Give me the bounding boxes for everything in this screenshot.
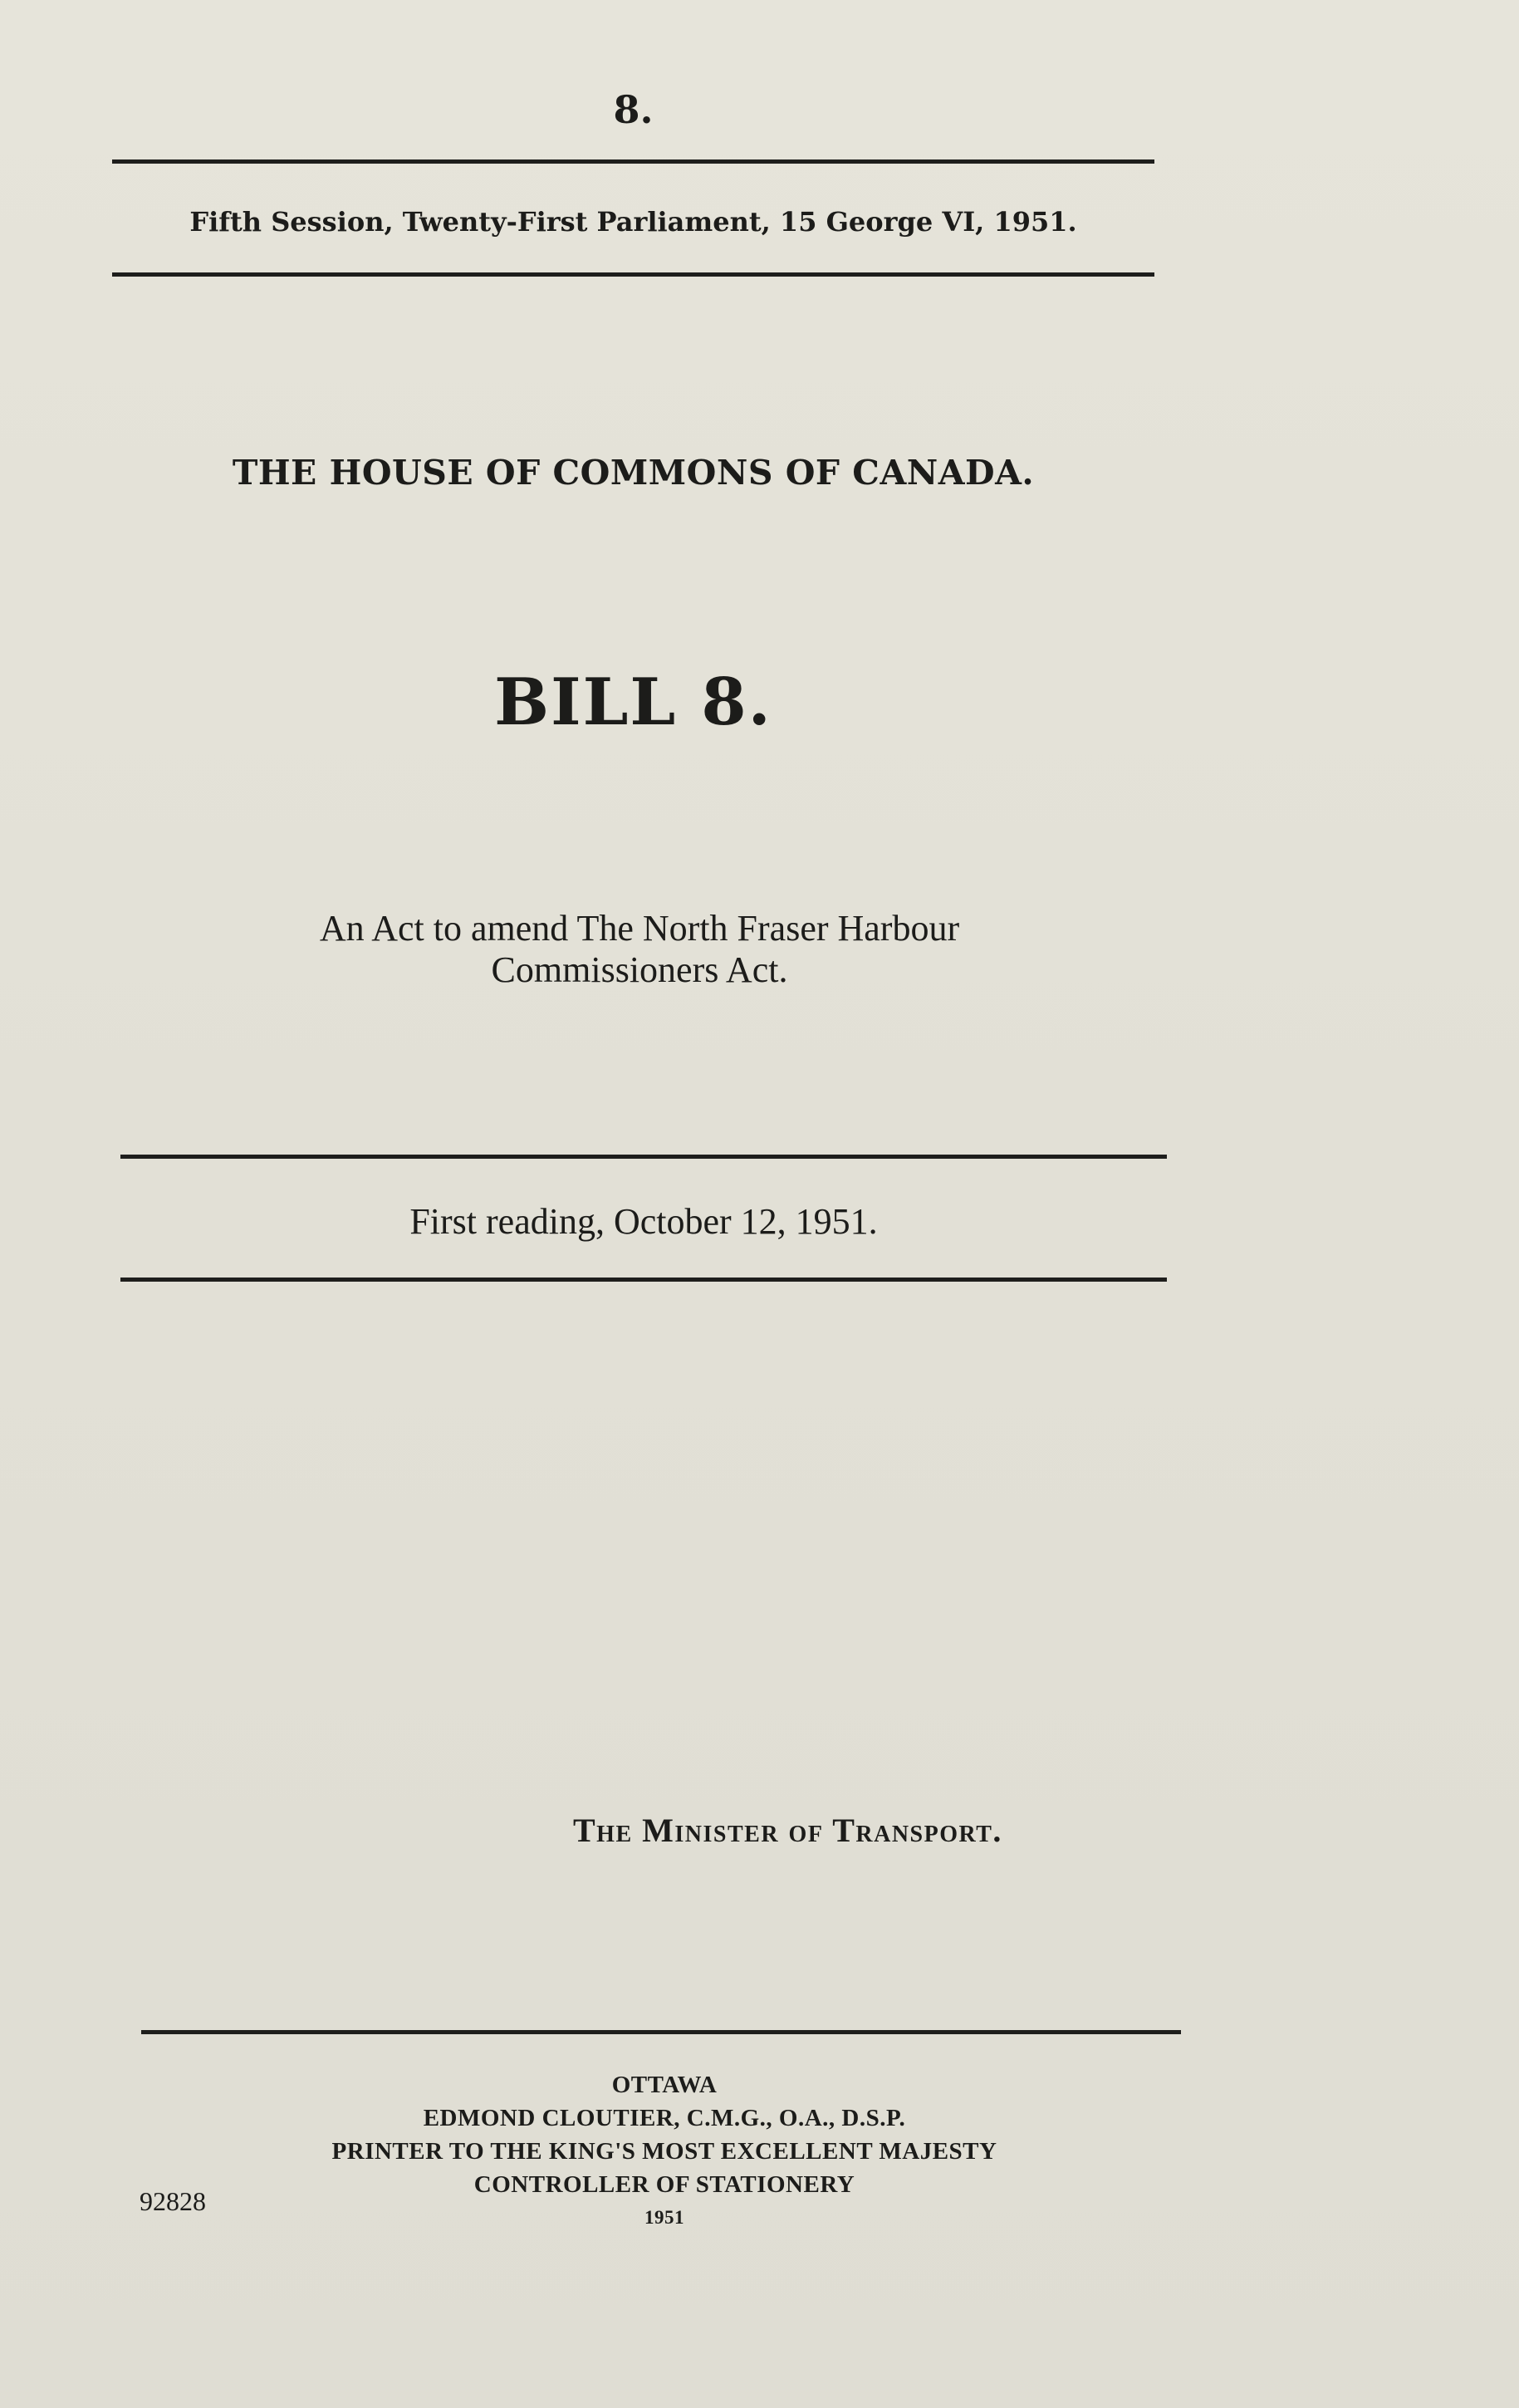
act-title-line-2: Commissioners Act. — [491, 949, 788, 990]
house-heading: THE HOUSE OF COMMONS OF CANADA. — [232, 453, 1035, 493]
session-line: Fifth Session, Twenty-First Parliament, 15 George VI, 1951. — [189, 206, 1077, 238]
session-rule — [112, 272, 1154, 277]
reading-rule-top — [120, 1155, 1167, 1159]
imprint-city: OTTAWA — [611, 2072, 718, 2098]
imprint-role-controller: CONTROLLER OF STATIONERY — [473, 2171, 855, 2198]
imprint-rule — [141, 2030, 1181, 2034]
imprint-block — [166, 2068, 1163, 2234]
imprint-role-printer: PRINTER TO THE KING'S MOST EXCELLENT MAJESTY — [331, 2138, 997, 2165]
bill-title: BILL 8. — [494, 665, 772, 740]
page-number: 8. — [613, 87, 654, 132]
imprint-year: 1951 — [644, 2207, 684, 2228]
act-title — [208, 908, 1071, 991]
sponsor-minister: The Minister of Transport. — [573, 1812, 1002, 1849]
imprint-printer: EDMOND CLOUTIER, C.M.G., O.A., D.S.P. — [423, 2105, 906, 2131]
top-rule — [112, 159, 1154, 164]
bleed-through-decoration — [249, 324, 257, 356]
act-title-line-1: An Act to amend The North Fraser Harbour — [319, 908, 960, 949]
first-reading: First reading, October 12, 1951. — [409, 1201, 878, 1242]
document-number: 92828 — [140, 2186, 206, 2216]
reading-rule-bottom — [120, 1278, 1167, 1282]
